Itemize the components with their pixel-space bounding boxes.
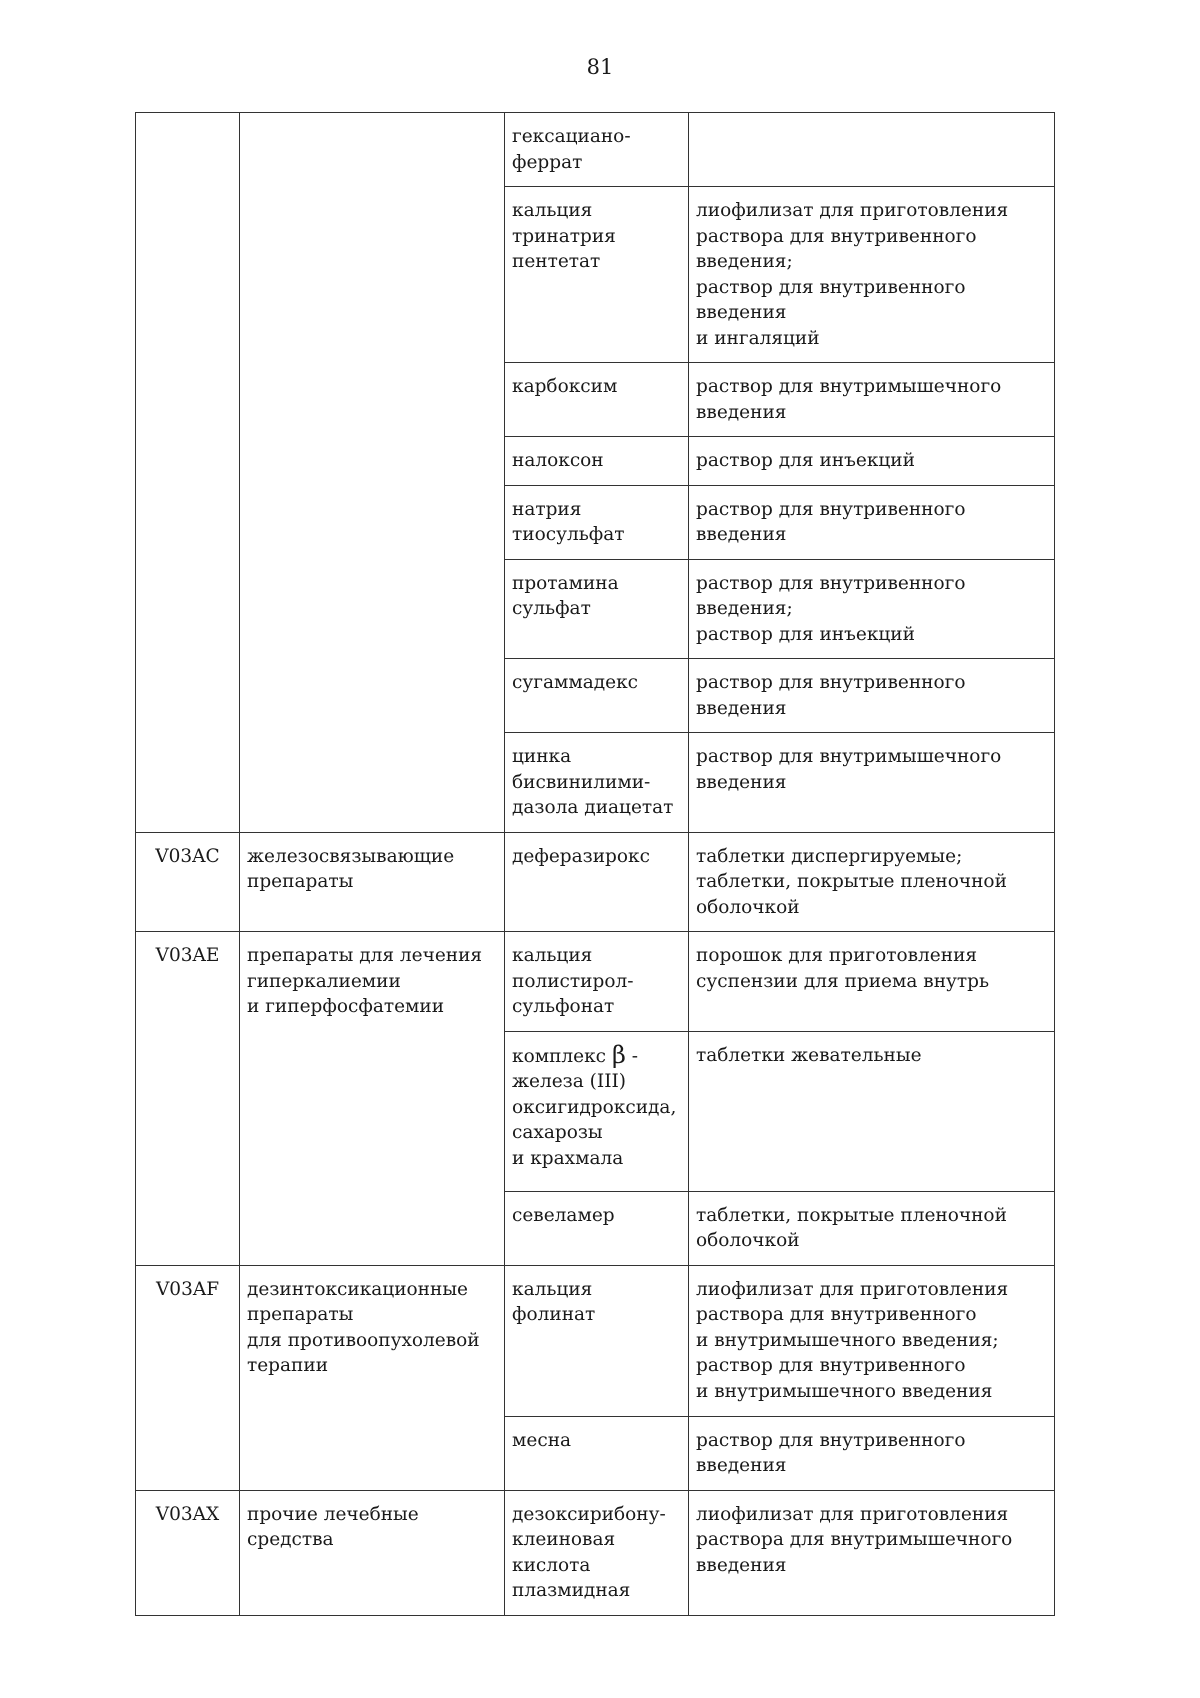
table-row: [136, 1265, 1055, 1416]
form-cell: таблетки диспергируемые; таблетки, покрытые пленочной оболочкой: [689, 832, 1055, 932]
drug-cell: сугаммадекс: [505, 659, 689, 733]
page-number: 81: [586, 55, 614, 79]
drug-cell: кальция тринатрия пентетат: [505, 187, 689, 363]
drug-cell: деферазирокс: [505, 832, 689, 932]
table-row: [136, 1490, 1055, 1615]
drug-table: [135, 112, 1055, 1616]
table-row: [136, 932, 1055, 1032]
drug-cell: севеламер: [505, 1191, 689, 1265]
form-cell: лиофилизат для приготовления раствора для внутримышечного введения: [689, 1490, 1055, 1615]
table-row: [136, 113, 1055, 187]
form-cell: порошок для приготовления суспензии для приема внутрь: [689, 932, 1055, 1032]
drug-cell: месна: [505, 1416, 689, 1490]
drug-name-prefix: комплекс: [512, 1045, 612, 1067]
drug-name-suffix: - железа (III) оксигидроксида, сахарозы и крахмала: [512, 1045, 677, 1169]
drug-cell: гексациано- феррат: [505, 113, 689, 187]
drug-cell: протамина сульфат: [505, 559, 689, 659]
beta-symbol: β: [611, 1040, 626, 1069]
form-cell: лиофилизат для приготовления раствора для внутривенного введения; раствор для внутривенного введения и ингаляций: [689, 187, 1055, 363]
atc-code-cell: V03AF: [136, 1265, 240, 1490]
table-row: [136, 832, 1055, 932]
drug-cell: натрия тиосульфат: [505, 485, 689, 559]
drug-cell: карбоксим: [505, 363, 689, 437]
form-cell: таблетки, покрытые пленочной оболочкой: [689, 1191, 1055, 1265]
atc-code-cell: V03AX: [136, 1490, 240, 1615]
group-cell: [240, 113, 505, 833]
form-cell: раствор для внутривенного введения: [689, 485, 1055, 559]
drug-cell: [505, 1031, 689, 1191]
form-cell: раствор для инъекций: [689, 437, 1055, 486]
drug-cell: налоксон: [505, 437, 689, 486]
group-cell: прочие лечебные средства: [240, 1490, 505, 1615]
drug-cell: кальция фолинат: [505, 1265, 689, 1416]
atc-code-cell: V03AE: [136, 932, 240, 1266]
form-cell: [689, 113, 1055, 187]
form-cell: раствор для внутривенного введения: [689, 659, 1055, 733]
atc-code-cell: V03AC: [136, 832, 240, 932]
group-cell: препараты для лечения гиперкалиемии и гиперфосфатемии: [240, 932, 505, 1266]
form-cell: таблетки жевательные: [689, 1031, 1055, 1191]
drug-cell: дезоксирибону- клеиновая кислота плазмидная: [505, 1490, 689, 1615]
drug-cell: кальция полистирол- сульфонат: [505, 932, 689, 1032]
atc-code-cell: [136, 113, 240, 833]
group-cell: железосвязывающие препараты: [240, 832, 505, 932]
group-cell: дезинтоксикационные препараты для противоопухолевой терапии: [240, 1265, 505, 1490]
form-cell: раствор для внутримышечного введения: [689, 733, 1055, 833]
form-cell: раствор для внутривенного введения; раствор для инъекций: [689, 559, 1055, 659]
drug-cell: цинка бисвинилими- дазола диацетат: [505, 733, 689, 833]
form-cell: раствор для внутримышечного введения: [689, 363, 1055, 437]
form-cell: лиофилизат для приготовления раствора для внутривенного и внутримышечного введения; раствор для внутривенного и внутримышечного введения: [689, 1265, 1055, 1416]
form-cell: раствор для внутривенного введения: [689, 1416, 1055, 1490]
